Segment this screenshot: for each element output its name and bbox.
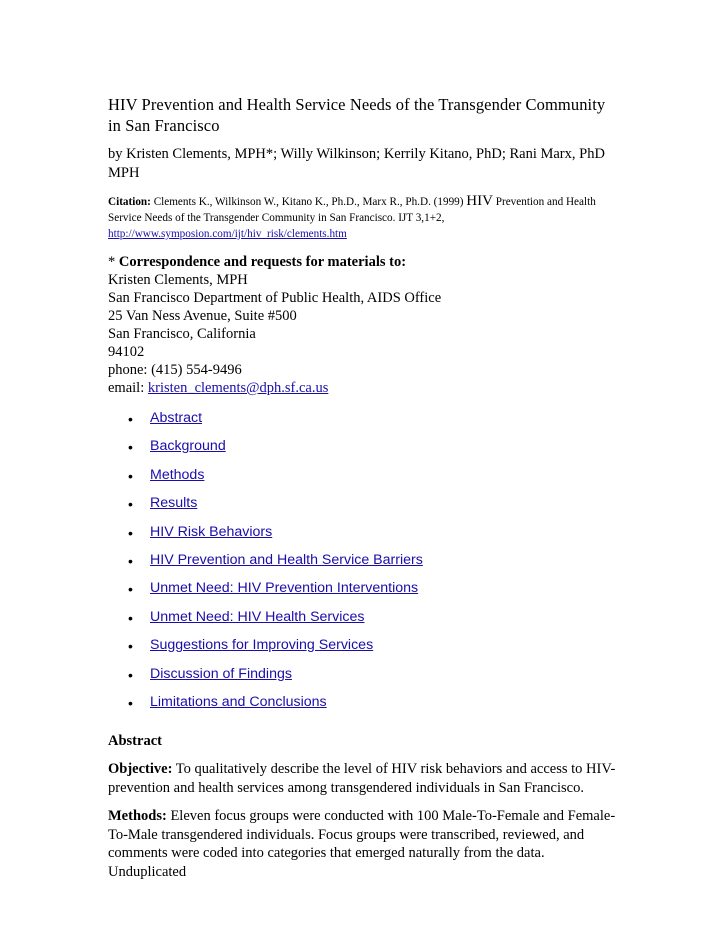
objective-text: To qualitatively describe the level of HIV risk behaviors and access to HIV-prevention and health services among transgendered individuals in San Francisco. bbox=[108, 761, 616, 796]
correspondence-dept: San Francisco Department of Public Health, AIDS Office bbox=[108, 290, 442, 306]
bullet-icon: • bbox=[128, 694, 133, 711]
toc-item-abstract bbox=[108, 407, 620, 435]
email-link[interactable]: kristen_clements@dph.sf.ca.us bbox=[147, 380, 329, 396]
toc-item-prevention-barriers bbox=[108, 549, 620, 577]
toc-link-prevention-barriers[interactable]: HIV Prevention and Health Service Barriers bbox=[150, 551, 423, 568]
citation-label: Citation: bbox=[108, 196, 151, 208]
toc-link-hiv-risk-behaviors[interactable]: HIV Risk Behaviors bbox=[150, 523, 273, 540]
bullet-icon: • bbox=[128, 411, 133, 427]
correspondence-email-line bbox=[108, 379, 620, 397]
bullet-icon: • bbox=[128, 467, 133, 484]
bullet-icon: • bbox=[128, 581, 133, 598]
methods-text: Eleven focus groups were conducted with 100 Male-To-Female and Female-To-Male transgendered individuals. Focus groups were transcribed, reviewed, and comments were coded into categories that emerged naturally from the data. Unduplicated bbox=[108, 808, 616, 880]
citation-url-link[interactable]: http://www.symposion.com/ijt/hiv_risk/clements.htm bbox=[108, 228, 347, 240]
toc-item-discussion bbox=[108, 663, 620, 691]
toc-item-limitations bbox=[108, 691, 620, 719]
citation-text-pre: Clements K., Wilkinson W., Kitano K., Ph.D., Marx R., Ph.D. (1999) bbox=[153, 196, 464, 208]
toc-link-abstract[interactable]: Abstract bbox=[150, 410, 203, 426]
abstract-heading: Abstract bbox=[108, 733, 162, 750]
citation-text-post: Prevention and Health Service Needs of the Transgender Community in San Francisco. IJT 3,1+2, bbox=[108, 196, 596, 224]
objective-label: Objective: bbox=[108, 761, 173, 778]
citation bbox=[108, 193, 620, 242]
toc-item-unmet-prevention bbox=[108, 577, 620, 605]
citation-hiv: HIV bbox=[466, 193, 493, 209]
toc-link-suggestions[interactable]: Suggestions for Improving Services bbox=[150, 637, 374, 654]
correspondence-star: * bbox=[108, 254, 116, 270]
toc-link-unmet-prevention[interactable]: Unmet Need: HIV Prevention Interventions bbox=[150, 580, 419, 597]
correspondence-phone: phone: (415) 554-9496 bbox=[108, 362, 242, 378]
objective-paragraph bbox=[108, 760, 624, 797]
methods-paragraph bbox=[108, 807, 624, 881]
toc-link-limitations[interactable]: Limitations and Conclusions bbox=[150, 693, 327, 710]
toc-link-background[interactable]: Background bbox=[150, 438, 226, 455]
document-title: HIV Prevention and Health Service Needs of the Transgender Community in San Francisco bbox=[108, 95, 606, 135]
toc-item-hiv-risk-behaviors bbox=[108, 521, 620, 549]
toc-link-discussion[interactable]: Discussion of Findings bbox=[150, 665, 292, 682]
correspondence-name: Kristen Clements, MPH bbox=[108, 272, 248, 288]
bullet-icon: • bbox=[128, 496, 133, 513]
bullet-icon: • bbox=[128, 666, 133, 683]
author-line: by Kristen Clements, MPH*; Willy Wilkinson; Kerrily Kitano, PhD; Rani Marx, PhD MPH bbox=[108, 146, 605, 181]
toc-item-unmet-health bbox=[108, 606, 620, 634]
correspondence-heading bbox=[108, 253, 620, 271]
bullet-icon: • bbox=[128, 638, 133, 655]
email-label: email: bbox=[108, 380, 145, 396]
bullet-icon: • bbox=[128, 439, 133, 456]
bullet-icon: • bbox=[128, 524, 133, 541]
correspondence-zip: 94102 bbox=[108, 344, 145, 360]
toc-item-background bbox=[108, 435, 620, 463]
toc-item-methods bbox=[108, 464, 620, 492]
toc-item-suggestions bbox=[108, 634, 620, 662]
methods-label: Methods: bbox=[108, 808, 167, 825]
bullet-icon: • bbox=[128, 609, 133, 626]
document-content bbox=[108, 94, 620, 881]
correspondence-block bbox=[108, 253, 620, 397]
correspondence-city: San Francisco, California bbox=[108, 326, 256, 342]
toc-link-unmet-health[interactable]: Unmet Need: HIV Health Services bbox=[150, 608, 365, 625]
bullet-icon: • bbox=[128, 552, 133, 569]
toc-item-results bbox=[108, 492, 620, 520]
toc-link-results[interactable]: Results bbox=[150, 495, 198, 512]
toc-link-methods[interactable]: Methods bbox=[150, 466, 205, 483]
correspondence-heading-text: Correspondence and requests for materials to: bbox=[118, 254, 407, 270]
table-of-contents bbox=[108, 407, 620, 719]
correspondence-address: 25 Van Ness Avenue, Suite #500 bbox=[108, 308, 297, 324]
